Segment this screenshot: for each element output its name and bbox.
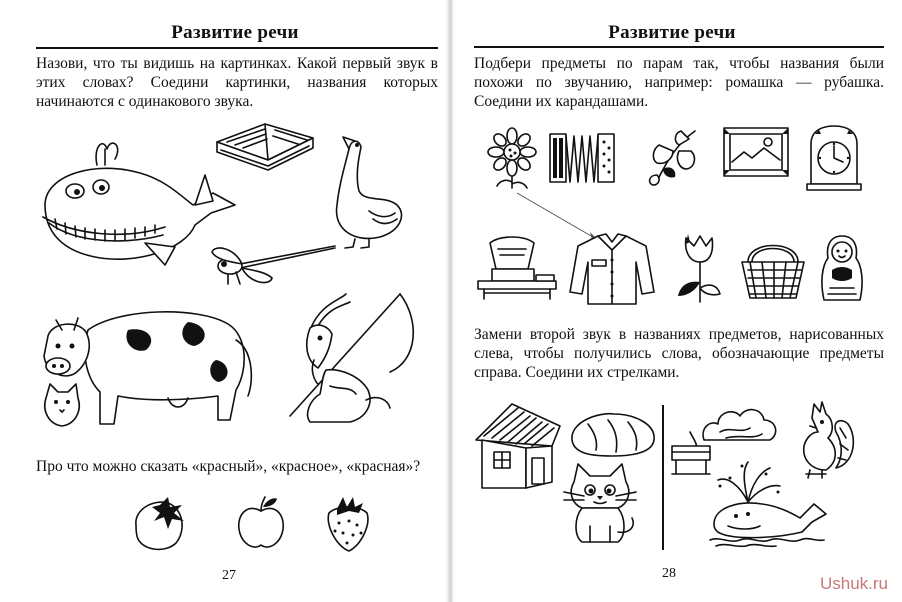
watermark-text: Ushuk.ru (819, 574, 888, 593)
cat-illustration (560, 462, 640, 546)
scales-illustration (476, 235, 558, 303)
basket-illustration (740, 234, 806, 302)
left-page-number: 27 (222, 568, 236, 583)
left-page-title: Развитие речи (171, 22, 299, 43)
right-task1-text: Подбери предметы по парам так, чтобы названия были похожи по звучанию, например: ромашка — рубашка. Соедини их карандашами. (474, 55, 884, 110)
house-illustration (472, 400, 562, 492)
task-divider-line (662, 405, 664, 550)
matryoshka-illustration (818, 234, 866, 304)
whale-fountain-illustration (708, 456, 828, 548)
shirt-illustration (568, 232, 656, 306)
bread-loaf-illustration (568, 410, 658, 458)
tulip-illustration (672, 232, 724, 304)
right-page-title: Развитие речи (608, 22, 736, 43)
left-task2-text: Про что можно сказать «красный», «красное», «красная»? (36, 458, 421, 475)
left-task1-text: Назови, что ты видишь на картинках. Какой первый звук в этих словах? Соедини картинки, названия которых начинаются с одинакового звука. (36, 55, 438, 110)
right-task2-text: Замени второй звук в названиях предметов, нарисованных слева, чтобы получились слова, обозначающие предметы справа. Соедини их стрелками. (474, 326, 884, 381)
right-page-number: 28 (662, 566, 676, 581)
